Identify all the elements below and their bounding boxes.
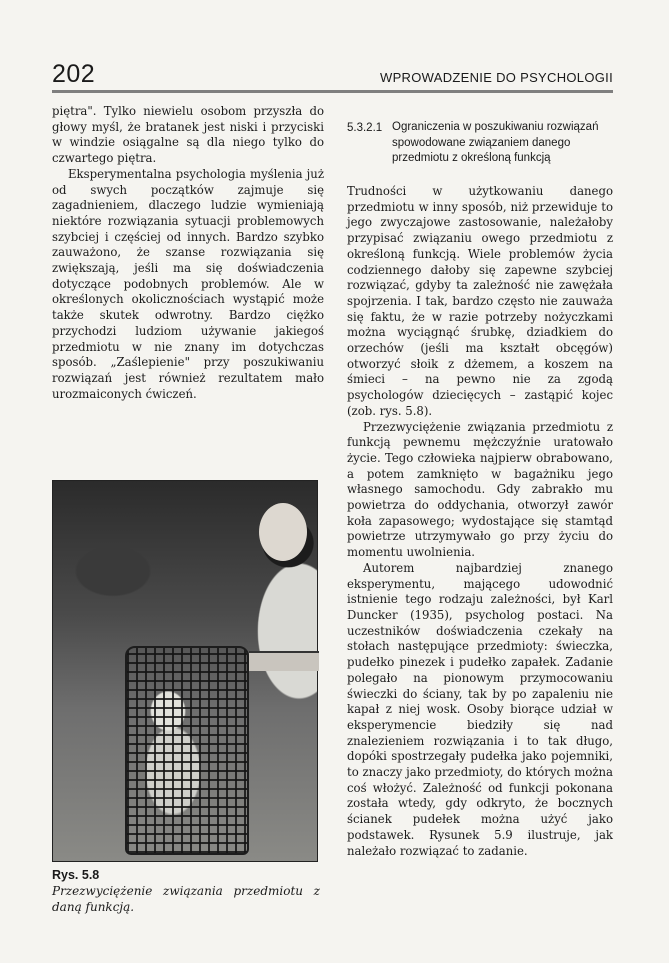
running-title: WPROWADZENIE DO PSYCHOLOGII bbox=[380, 70, 613, 85]
paragraph: Trudności w użytkowaniu danego przedmiotu w inny sposób, niż przewiduje to jego zwyczajowe zastosowanie, należałoby przypisać związaniu owego przedmiotu z określoną funkcją. Wiele problemów życia codziennego dałoby się zapewne szybciej rozwiązać, gdyby ta zależność nie zawężała spojrzenia. I tak, bardzo często nie zauważa się faktu, że w razie potrzeby nożyczkami można wyciągnąć śrubkę, dziadkiem do orzechów (jeśli ma kształt obcęgów) otworzyć słoik z dżemem, a koszem na śmieci – na pewno nie za zgodą psychologów dziecięcych – zastąpić kojec (zob. rys. 5.8). bbox=[347, 184, 613, 418]
paragraph: Przezwyciężenie związania przedmiotu z funkcją pewnemu mężczyźnie uratowało życie. Tego człowieka najpierw obrabowano, a potem zamknięto w bagażniku jego własnego samochodu. Gdy zabrakło mu powietrza do oddychania, otworzył zawór koła zapasowego; wydostające się stamtąd powietrze utrzymywało go przy życiu do momentu uwolnienia. bbox=[347, 419, 613, 560]
figure-label: Rys. 5.8 bbox=[52, 868, 100, 882]
paragraph: piętra". Tylko niewielu osobom przyszła do głowy myśl, że bratanek jest niski i przyciski w windzie osiągalne są dla niego tylko do czwartego piętra. bbox=[52, 104, 324, 166]
photo-woman bbox=[259, 503, 307, 561]
figure-caption: Przezwyciężenie związania przedmiotu z daną funkcją. bbox=[52, 884, 320, 914]
paragraph: Eksperymentalna psychologia myślenia już od swych początków zajmuje się zagadnieniem, dlaczego ludzie wymieniają niektóre rozwiązania sytuacji problemowych szybciej i częściej od innych. Bardzo szybko zauważono, że szanse rozwiązania się zwiększają, jeśli ma się doświadczenia dotyczące podobnych problemów. Ale w określonych okolicznościach wystąpić może także skutek odwrotny. Bardzo ciężko przychodzi ludziom używanie jakiegoś przedmiotu w nie znany im dotychczas sposób. „Zaślepienie" przy poszukiwaniu rozwiązań jest również rezultatem mało urozmaiconych ćwiczeń. bbox=[52, 166, 324, 401]
page-number: 202 bbox=[52, 60, 96, 88]
paragraph: Autorem najbardziej znanego eksperymentu, mającego udowodnić istnienie tego rodzaju zależności, był Karl Duncker (1935), psycholog postaci. Na uczestników doświadczenia czekały na stołach następujące przedmioty: świeczka, pudełko pinezek i pudełko zapałek. Zadanie polegało na pionowym przymocowaniu świeczki do ściany, tak by po zapaleniu nie kapał z niej wosk. Osoby biorące udział w eksperymencie biedziły się nad znalezieniem rozwiązania i to tak długo, dopóki spostrzegały pudełka jako pojemniki, to znaczy jako przedmioty, do których można coś włożyć. Zależność od funkcji pokonana została wtedy, gdy odkryto, że bocznych ścianek pudełek można użyć jako podstawek. Rysunek 5.9 ilustruje, jak należało rozwiązać to zadanie. bbox=[347, 560, 614, 858]
left-column bbox=[52, 104, 324, 402]
photo-table bbox=[249, 651, 319, 671]
photo-wastebasket-playpen bbox=[125, 646, 249, 855]
section-number: 5.3.2.1 bbox=[347, 122, 383, 134]
header-rule bbox=[52, 90, 613, 93]
figure-photo bbox=[52, 480, 318, 862]
section-title: Ograniczenia w poszukiwaniu rozwiązań spowodowane związaniem danego przedmiotu z określoną funkcją bbox=[392, 121, 599, 164]
right-column bbox=[347, 184, 613, 859]
